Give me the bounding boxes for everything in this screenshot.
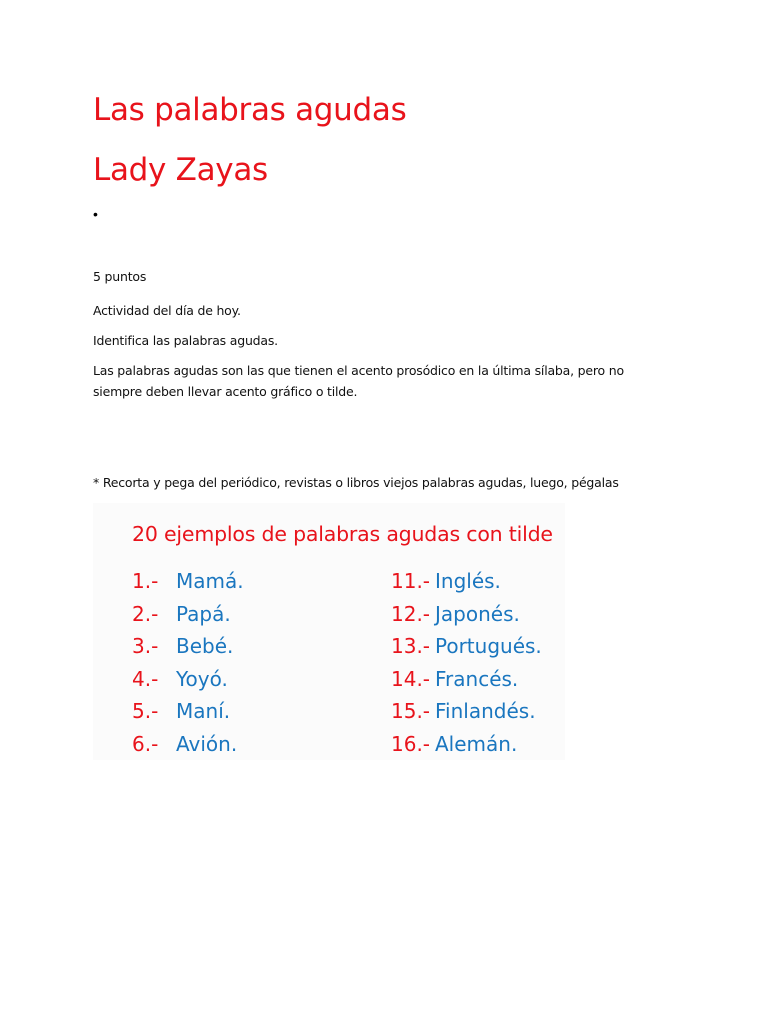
example-word: Portugués. bbox=[435, 634, 542, 659]
example-row bbox=[132, 695, 244, 728]
empty-bullet: • bbox=[93, 206, 98, 222]
example-row bbox=[132, 565, 244, 598]
example-number: 3.- bbox=[132, 634, 159, 659]
example-row bbox=[391, 565, 542, 598]
example-row bbox=[132, 630, 244, 663]
example-word: Maní. bbox=[176, 699, 231, 724]
points-text: 5 puntos bbox=[93, 269, 147, 284]
example-row bbox=[391, 695, 542, 728]
instruction-text: * Recorta y pega del periódico, revistas o libros viejos palabras agudas, luego, pégalas bbox=[93, 475, 619, 490]
example-number: 12.- bbox=[391, 601, 431, 626]
example-number: 11.- bbox=[391, 569, 431, 593]
example-word: Japonés. bbox=[435, 601, 520, 626]
left-examples-column bbox=[132, 565, 244, 761]
example-number: 15.- bbox=[391, 699, 431, 724]
example-row bbox=[391, 728, 542, 761]
example-number: 14.- bbox=[391, 666, 431, 691]
example-word: Papá. bbox=[176, 601, 231, 626]
figure-title: 20 ejemplos de palabras agudas con tilde bbox=[132, 522, 553, 546]
example-row bbox=[132, 728, 244, 761]
example-word: Yoyó. bbox=[176, 666, 228, 691]
right-examples-column bbox=[391, 565, 542, 761]
example-row bbox=[391, 663, 542, 696]
example-word: Finlandés. bbox=[435, 699, 536, 724]
examples-figure bbox=[93, 503, 565, 760]
document-author: Lady Zayas bbox=[93, 152, 268, 188]
example-word: Inglés. bbox=[435, 569, 501, 593]
example-row bbox=[391, 598, 542, 631]
example-number: 13.- bbox=[391, 634, 431, 659]
identify-text: Identifica las palabras agudas. bbox=[93, 333, 278, 348]
example-row bbox=[132, 663, 244, 696]
example-number: 16.- bbox=[391, 731, 431, 756]
example-number: 5.- bbox=[132, 699, 159, 724]
example-word: Bebé. bbox=[176, 634, 234, 659]
example-row bbox=[132, 598, 244, 631]
example-number: 2.- bbox=[132, 601, 159, 626]
activity-text: Actividad del día de hoy. bbox=[93, 303, 241, 318]
definition-paragraph: Las palabras agudas son las que tienen el acento prosódico en la última sílaba, pero no siempre deben llevar acento gráfico o tilde. bbox=[93, 363, 624, 399]
example-row bbox=[391, 630, 542, 663]
example-word: Avión. bbox=[176, 731, 238, 756]
example-word: Francés. bbox=[435, 666, 519, 691]
document-title: Las palabras agudas bbox=[93, 92, 407, 128]
example-word: Mamá. bbox=[176, 569, 244, 593]
example-number: 4.- bbox=[132, 666, 159, 691]
example-number: 6.- bbox=[132, 731, 159, 756]
example-word: Alemán. bbox=[435, 731, 518, 756]
example-number: 1.- bbox=[132, 569, 159, 593]
